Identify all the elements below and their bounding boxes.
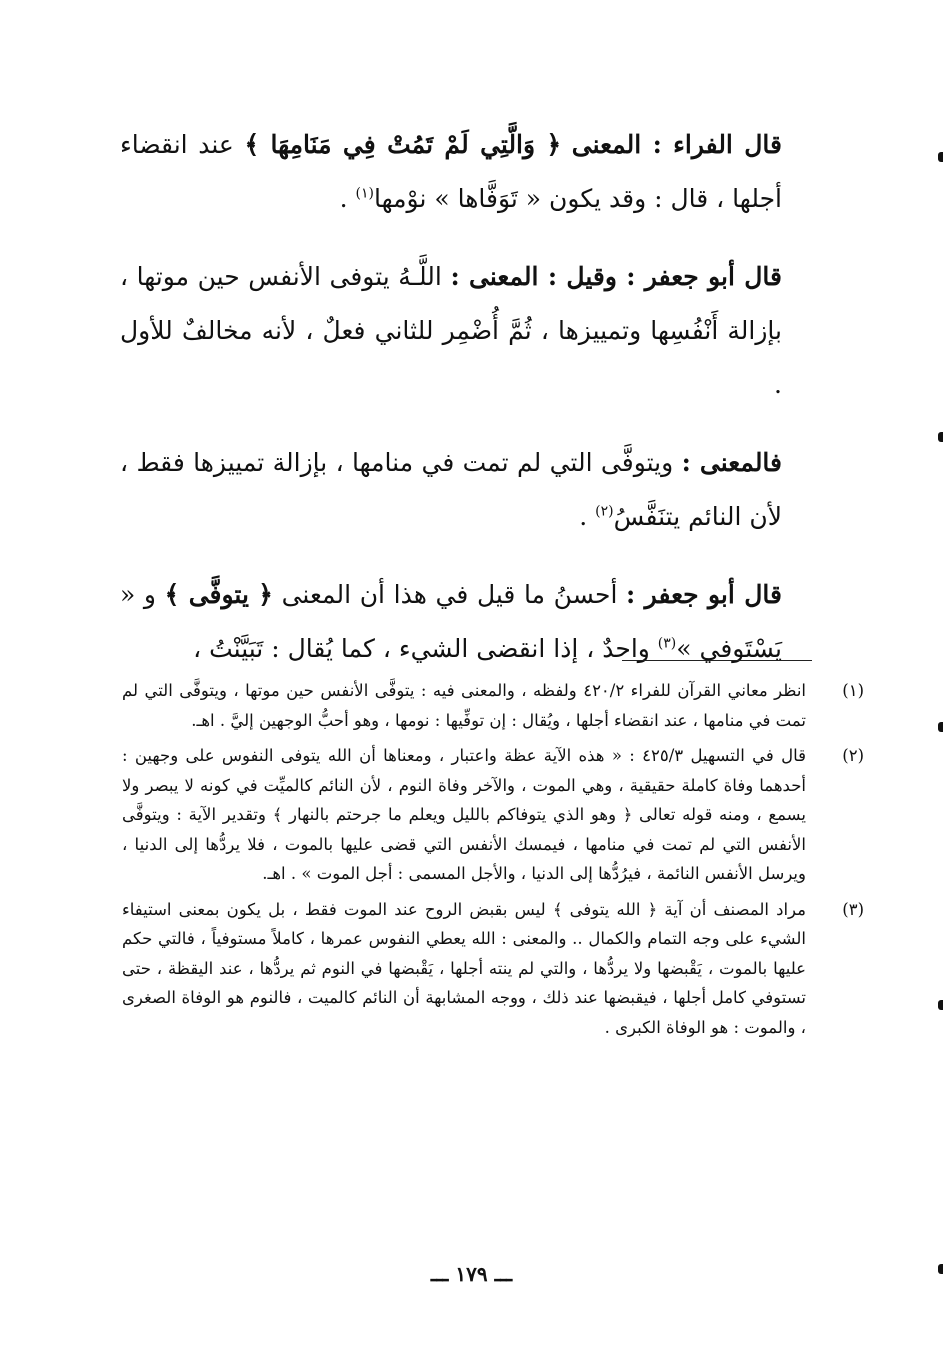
paragraph-tail: واحدٌ ، إذا انقضى الشيء ، كما يُقال : تَبَيَّنْتُ ، (193, 634, 658, 663)
edge-mark (938, 152, 943, 162)
footnote-ref: (٣) (657, 635, 677, 652)
quran-quote: ﴿ وَالَّتِي لَمْ تَمُتْ فِي مَنَامِهَا ﴾ (244, 130, 562, 159)
footnote-number: (١) (842, 681, 864, 700)
paragraph-text: أحسنُ ما قيل في هذا أن المعنى (281, 580, 618, 609)
paragraph-2 (120, 250, 782, 412)
footnote-1 (122, 676, 864, 735)
footnotes (122, 676, 864, 1048)
paragraph-lead: قال أبو جعفر : (626, 580, 782, 609)
paragraph-1 (120, 118, 782, 226)
paragraph-text-2: و « يَسْتَوفي » (120, 580, 782, 663)
footnote-text: قال في التسهيل ٤٢٥/٣ : « هذه الآية عظة واعتبار ، ومعناها أن الله يتوفى النفوس على وجهين : أحدهما وفاة كاملة حقيقية ، وهي الموت ، والآخر وفاة النوم ، لأن النائم كالميِّت في كونه لا يبصر ولا يسمع ، ومنه قوله تعالى ﴿ وهو الذي يتوفاكم بالليل ويعلم ما جرحتم بالنهار ﴾ وتقدير الآية : ويتوفَّى الأنفس التي لم تمت في منامها ، فيمسك الأنفس التي قضى عليها بالموت ، فلا يردُّها إلى الدنيا ، ويرسل الأنفس النائمة ، فيرُدُّها إلى الدنيا ، والأجل المسمى : أجل الموت » . اهـ. (122, 746, 807, 883)
edge-mark (938, 1000, 943, 1010)
footnote-3 (122, 895, 864, 1043)
paragraph-text: اللَّـهُ يتوفى الأنفس حين موتها ، بإزالة أَنْفُسِها وتمييزها ، ثُمَّ أُضْمِر للثاني فعلٌ ، لأنه مخالفٌ للأول . (120, 262, 782, 399)
edge-mark (938, 1264, 943, 1274)
paragraph-lead: قال أبو جعفر : وقيل : المعنى : (450, 262, 782, 291)
paragraph-lead: فالمعنى : (681, 448, 782, 477)
footnote-text: مراد المصنف أن آية ﴿ الله يتوفى ﴾ ليس بقبض الروح عند الموت فقط ، بل يكون بمعنى استيفاء الشيء على وجه التمام والكمال .. والمعنى : الله يعطي النفوس عمرها ، كاملاً مستوفياً ، فالتي حكم عليها بالموت ، يَقْبضها ولا يردُّها ، والتي لم ينته أجلها ، يَقْبضها في النوم ثم يردُّها ، عند اليقظة ، حتى تستوفي كامل أجلها ، فيقبضها عند ذلك ، ووجه المشابهة أن النائم كالميت ، فالنوم هو الوفاة الصغرى ، والموت : هو الوفاة الكبرى . (122, 899, 806, 1037)
paragraph-3 (120, 436, 782, 544)
paragraph-tail: . (339, 184, 356, 213)
paragraph-text: عند انقضاء أجلها ، قال : وقد يكون « تَوَفَّاها » نوْمها (120, 130, 782, 213)
paragraph-text: ويتوفَّى التي لم تمت في منامها ، بإزالة تمييزها فقط ، لأن النائم يتنَفَّسُ (120, 448, 782, 531)
footnote-ref: (٢) (595, 503, 614, 520)
footnote-number: (٣) (842, 899, 864, 919)
page-number: ـــ ١٧٩ ـــ (430, 1262, 513, 1286)
edge-mark (938, 722, 943, 732)
footnote-number: (٢) (842, 746, 864, 765)
footnote-ref: (١) (355, 185, 375, 202)
main-text (120, 118, 782, 700)
footnote-2 (122, 741, 864, 889)
paragraph-tail: . (579, 502, 596, 531)
paragraph-lead: قال الفراء : المعنى (571, 130, 782, 159)
footnote-separator (622, 660, 812, 661)
quran-quote: ﴿ يتوفَّى ﴾ (164, 580, 273, 609)
edge-mark (938, 432, 943, 442)
footnote-text: انظر معاني القرآن للفراء ٤٢٠/٢ ولفظه ، والمعنى فيه : يتوفَّى الأنفس حين موتها ، ويتوفَّى التي لم تمت في منامها ، عند انقضاء أجلها ، ويُقال : إن توفِّيها : نومها ، وهو أحبُّ الوجهين إليَّ . اهـ. (122, 681, 806, 730)
